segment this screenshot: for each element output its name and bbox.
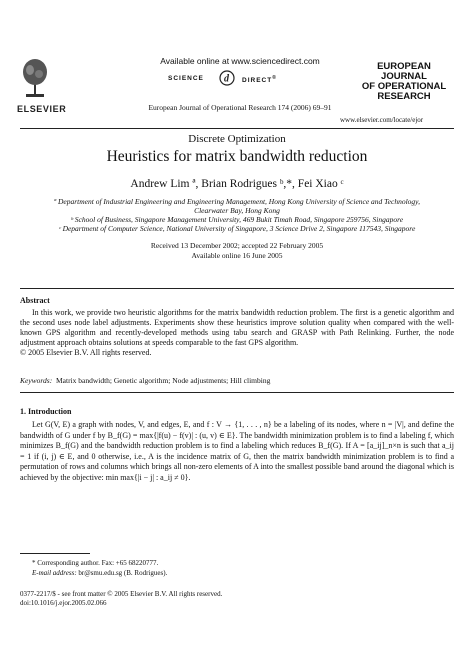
available-date: Available online 16 June 2005 — [191, 251, 283, 260]
affiliation-b: ᵇ School of Business, Singapore Management University, 469 Bukit Timah Road, Singapore 259756, Singapore — [70, 215, 404, 224]
sciencedirect-left: SCIENCE — [168, 75, 204, 82]
email-note — [20, 569, 454, 578]
available-online-text: Available online at www.sciencedirect.com — [160, 56, 320, 66]
journal-citation: European Journal of Operational Research 174 (2006) 69–91 — [148, 103, 332, 112]
paper-title: Heuristics for matrix bandwidth reduction — [106, 148, 368, 165]
header-divider — [20, 128, 454, 129]
author-list: Andrew Lim ª, Brian Rodrigues ᵇ,*, Fei Xiao ᶜ — [130, 178, 344, 190]
doi-line: doi:10.1016/j.ejor.2005.02.066 — [20, 599, 107, 607]
keywords — [20, 376, 454, 385]
sciencedirect-logo — [168, 70, 318, 86]
journal-url: www.elsevier.com/locate/ejor — [340, 116, 424, 124]
journal-name-line: JOURNAL — [381, 71, 427, 82]
introduction-text: Let G(V, E) a graph with nodes, V, and edges, E, and f : V → {1, . . . , n} be a labeling of its nodes, where n = |V|, and define the bandwidth of G under f by B_f(G) = max{|f(u) − f(v)| : (u, v) ∈ E}. The bandwidth minimization problem is to find a labeling f, which minimizes B_f(G) and the bandwidth reduction problem is to find a labeling which reduces B_f(G). If A = [a_ij]_n×n is such that a_ij = 1 if (i, j) ∈ E, and 0 otherwise, i.e., A is the incidence matrix of G, then the matrix bandwidth minimization problem is to find a permutation of rows and columns which brings all non-zero elements of A into the smallest possible band around the diagonal which is achieved by the objective: min max{|i − j| : a_ij ≠ 0}. — [20, 420, 454, 482]
section-label: Discrete Optimization — [188, 133, 286, 145]
affiliation-a: ª Department of Industrial Engineering and Engineering Management, Hong Kong University of Science and Technology, — [54, 197, 420, 206]
abstract-text: In this work, we provide two heuristic algorithms for the matrix bandwidth reduction problem. The first is a genetic algorithm and the second uses node label adjustments. Experiments show these heuristics improve solution quality when compared with the well-known GPS algorithm and recently-developed methods using tabu search and GRASP with Path Relinking. Further, the node adjustment approach obtains solutions at speeds comparable to the fast GPS algorithm. © 2005 Elsevier B.V. All rights reserved. — [20, 308, 454, 357]
keywords-list: Matrix bandwidth; Genetic algorithm; Node adjustments; Hill climbing — [55, 376, 271, 385]
journal-name-line: EUROPEAN — [377, 61, 431, 72]
footnote-divider — [20, 553, 90, 554]
affiliation-c: ᶜ Department of Computer Science, National University of Singapore, 3 Science Drive 2, Singapore 117543, Singapore — [58, 224, 416, 233]
issn-line: 0377-2217/$ - see front matter © 2005 Elsevier B.V. All rights reserved. — [20, 590, 223, 598]
copyright-text: © 2005 Elsevier B.V. All rights reserved. — [20, 348, 152, 357]
corresponding-author-note: * Corresponding author. Fax: +65 68220777. — [32, 559, 159, 567]
keywords-label: Keywords: — [20, 376, 53, 385]
affiliation-a-cont: Clearwater Bay, Hong Kong — [194, 206, 280, 215]
journal-name-line: RESEARCH — [377, 91, 431, 102]
journal-name-line: OF OPERATIONAL — [361, 81, 447, 92]
sciencedirect-d-letter: d — [224, 73, 230, 85]
journal-name-block — [350, 62, 458, 102]
abstract-bottom-divider — [20, 392, 454, 393]
received-date: Received 13 December 2002; accepted 22 February 2005 — [150, 241, 324, 250]
introduction-heading: 1. Introduction — [20, 407, 72, 416]
email-label: E-mail address: — [32, 569, 77, 577]
email-link[interactable]: br@smu.edu.sg (B. Rodrigues). — [78, 569, 168, 577]
abstract-heading: Abstract — [20, 296, 50, 305]
abstract-top-divider — [20, 288, 454, 289]
sciencedirect-right: DIRECT® — [242, 75, 277, 85]
publisher-name: ELSEVIER — [17, 104, 67, 114]
sciencedirect-d-icon — [218, 70, 236, 86]
elsevier-tree-logo-icon — [20, 56, 50, 100]
